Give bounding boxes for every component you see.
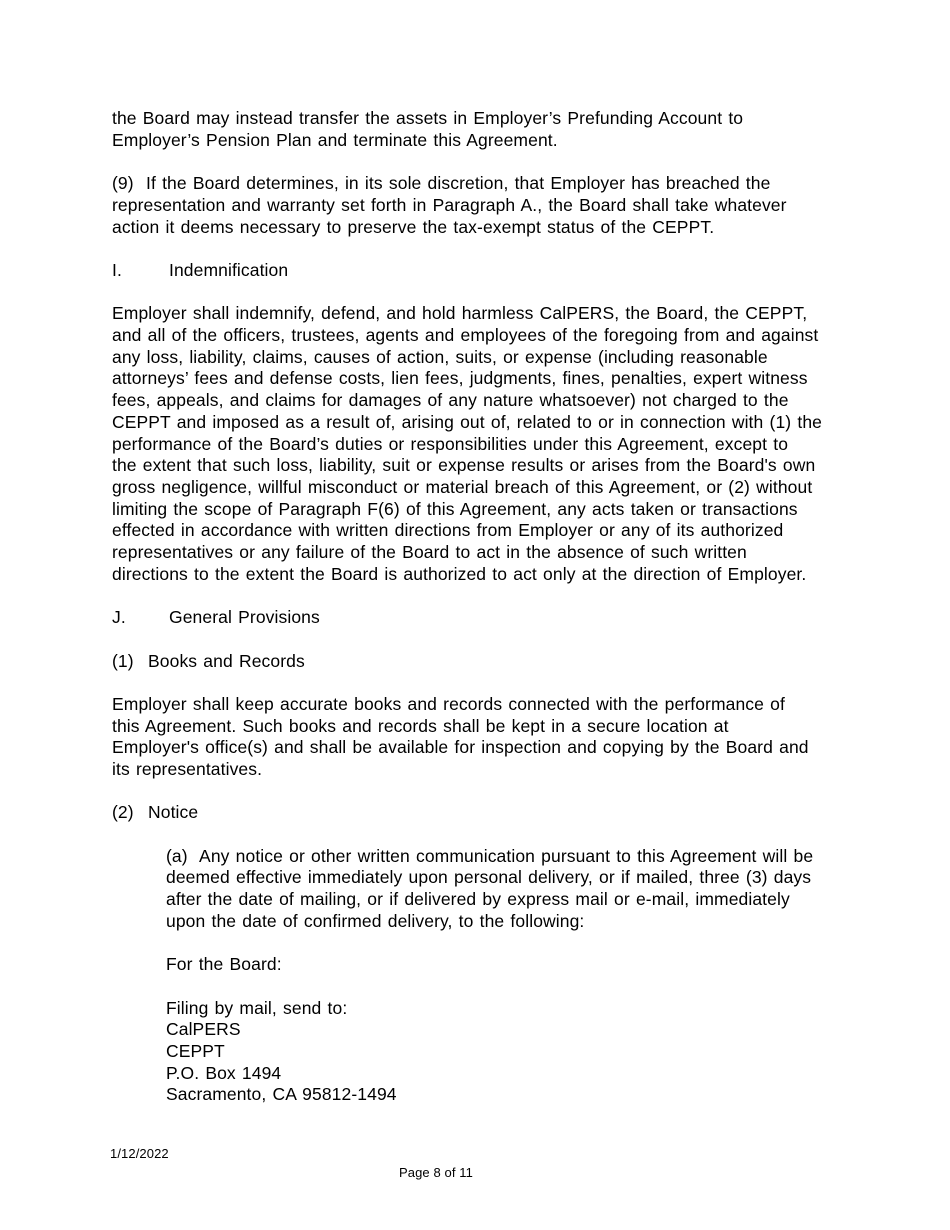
text-line: representatives or any failure of the Board to act in the absence of such written	[112, 542, 747, 563]
text-line: gross negligence, willful misconduct or material breach of this Agreement, or (2) without	[112, 476, 813, 497]
footer-date: 1/12/2022	[110, 1146, 169, 1161]
text-line: CEPPT and imposed as a result of, arising out of, related to or in connection with (1) the	[112, 411, 822, 432]
text-line: Employer shall indemnify, defend, and hold harmless CalPERS, the Board, the CEPPT,	[112, 303, 808, 324]
text-line: attorneys’ fees and defense costs, lien fees, judgments, fines, penalties, expert witness	[112, 368, 808, 389]
heading-label: I.	[112, 259, 122, 280]
heading-title: Books and Records	[148, 650, 305, 671]
heading-label: J.	[112, 607, 126, 628]
heading-label: (2)	[112, 802, 134, 823]
text-line: For the Board:	[166, 954, 282, 975]
text-line: and all of the officers, trustees, agents and employees of the foregoing from and against	[112, 324, 819, 345]
heading-title: Indemnification	[169, 259, 289, 280]
text-line: directions to the extent the Board is authorized to act only at the direction of Employer.	[112, 563, 807, 584]
text-line: Employer shall keep accurate books and records connected with the performance of	[112, 693, 785, 714]
text-line: this Agreement. Such books and records shall be kept in a secure location at	[112, 715, 729, 736]
text-line: effected in accordance with written directions from Employer or any of its authorized	[112, 520, 784, 541]
text-line: the extent that such loss, liability, suit or expense results or arises from the Board's own	[112, 455, 816, 476]
text-line: Sacramento, CA 95812-1494	[166, 1084, 397, 1105]
text-line: Employer’s Pension Plan and terminate this Agreement.	[112, 129, 558, 150]
paragraph	[112, 303, 857, 585]
text-line: deemed effective immediately upon personal delivery, or if mailed, three (3) days	[166, 867, 812, 888]
heading-title: Notice	[148, 802, 199, 823]
text-line: CEPPT	[166, 1041, 225, 1062]
text-line: P.O. Box 1494	[166, 1062, 282, 1083]
text-line: any loss, liability, claims, causes of action, suits, or expense (including reasonable	[112, 346, 768, 367]
section-heading	[112, 260, 857, 282]
indented-paragraph	[166, 846, 857, 933]
indented-paragraph	[166, 954, 857, 976]
text-line: the Board may instead transfer the assets in Employer’s Prefunding Account to	[112, 108, 744, 128]
text-line: performance of the Board’s duties or responsibilities under this Agreement, except to	[112, 433, 789, 454]
text-line: after the date of mailing, or if delivered by express mail or e-mail, immediately	[166, 889, 790, 910]
text-line: (9) If the Board determines, in its sole discretion, that Employer has breached the	[112, 173, 771, 194]
text-line: fees, appeals, and claims for damages of any nature whatsoever) not charged to the	[112, 390, 789, 411]
text-line: its representatives.	[112, 759, 263, 779]
paragraph	[112, 108, 857, 151]
indented-paragraph	[166, 998, 857, 1107]
text-line: action it deems necessary to preserve the tax-exempt status of the CEPPT.	[112, 216, 715, 237]
paragraph	[112, 173, 857, 238]
heading-title: General Provisions	[169, 607, 320, 628]
text-line: Employer's office(s) and shall be available for inspection and copying by the Board and	[112, 737, 809, 758]
footer-page-number: Page 8 of 11	[399, 1165, 473, 1180]
text-line: CalPERS	[166, 1019, 241, 1040]
heading-label: (1)	[112, 650, 134, 671]
text-line: limiting the scope of Paragraph F(6) of this Agreement, any acts taken or transactions	[112, 498, 798, 519]
section-heading	[112, 607, 857, 629]
numbered-heading	[112, 802, 857, 824]
text-line: (a) Any notice or other written communication pursuant to this Agreement will be	[166, 845, 814, 866]
paragraph	[112, 694, 857, 781]
text-line: Filing by mail, send to:	[166, 997, 348, 1018]
text-line: upon the date of confirmed delivery, to the following:	[166, 910, 585, 931]
text-line: representation and warranty set forth in Paragraph A., the Board shall take whatever	[112, 194, 787, 215]
numbered-heading	[112, 651, 857, 673]
document-body	[112, 108, 857, 1128]
